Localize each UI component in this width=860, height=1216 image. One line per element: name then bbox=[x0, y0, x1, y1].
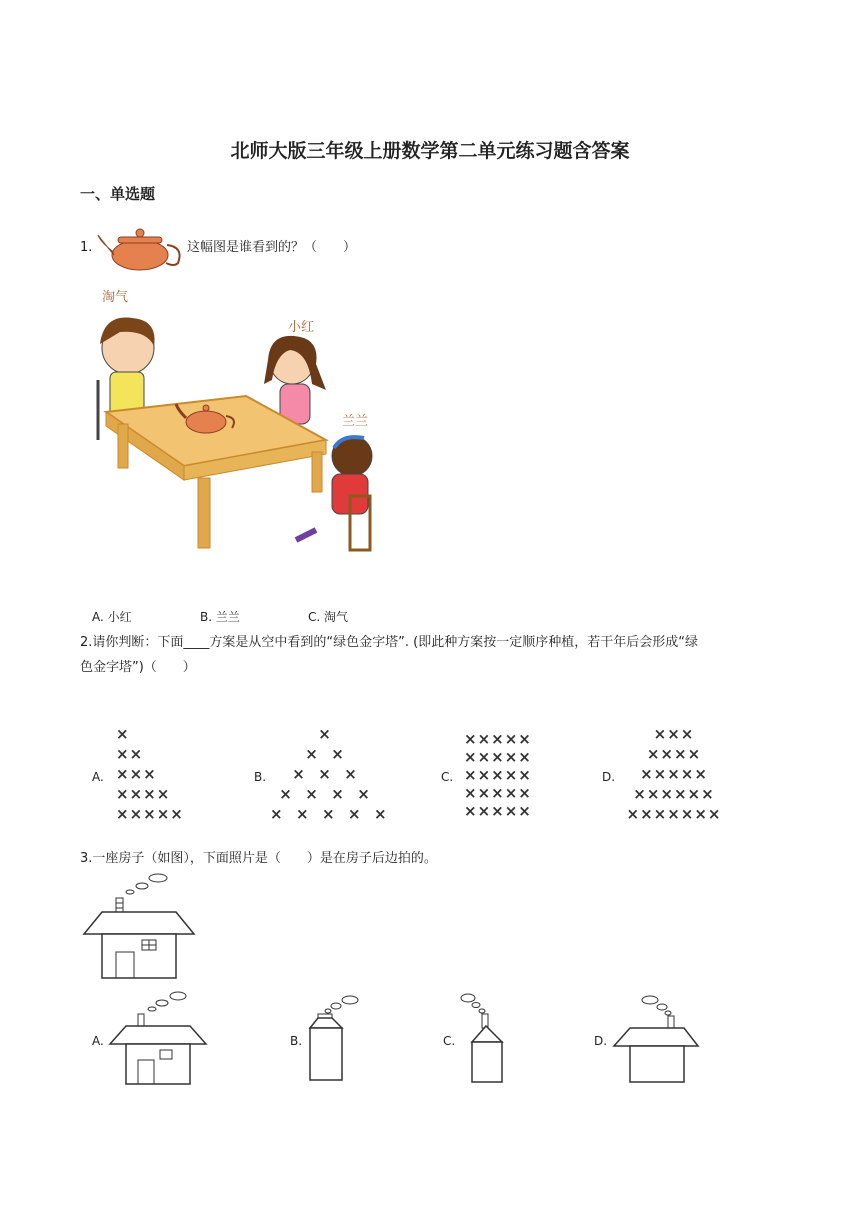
q1-option-c: C. 淘气 bbox=[308, 610, 349, 624]
q2-option-c-grid bbox=[464, 730, 532, 820]
teapot-image bbox=[94, 219, 186, 273]
q2-text-line1: 2.请你判断：下面____方案是从空中看到的“绿色金字塔”. (即此种方案按一定顺序种植，若干年后会形成“绿 bbox=[80, 635, 698, 650]
grid-row: ×××× bbox=[116, 785, 171, 803]
q2-option-b-grid bbox=[270, 724, 388, 824]
q1-option-b: B. 兰兰 bbox=[200, 610, 240, 624]
grid-row: × bbox=[318, 725, 332, 743]
document-title: 北师大版三年级上册数学第二单元练习题含答案 bbox=[230, 140, 630, 162]
house-option-a-image bbox=[106, 990, 208, 1086]
grid-row: ××××× bbox=[464, 784, 532, 802]
q1-text: 这幅图是谁看到的？（ ） bbox=[187, 240, 357, 255]
q2-option-b-label: B. bbox=[254, 770, 267, 784]
label-xiaohong: 小红 bbox=[288, 320, 315, 335]
grid-row: ××××× bbox=[640, 765, 708, 783]
table-scene-illustration bbox=[80, 300, 380, 570]
grid-row: × × bbox=[305, 745, 345, 763]
grid-row: ×××××× bbox=[633, 785, 715, 803]
grid-row: ××××× bbox=[464, 766, 532, 784]
q2-option-d-grid bbox=[618, 724, 730, 824]
q3-option-d-label: D. bbox=[594, 1034, 608, 1048]
grid-row: ××××× bbox=[464, 748, 532, 766]
q2-option-a-grid bbox=[116, 724, 184, 824]
grid-row: ××××× bbox=[116, 805, 184, 823]
grid-row: ×× bbox=[116, 745, 144, 763]
q2-option-d-label: D. bbox=[602, 770, 616, 784]
house-option-c-image bbox=[456, 992, 512, 1086]
house-option-b-image bbox=[304, 994, 366, 1086]
q3-option-c-label: C. bbox=[443, 1034, 456, 1048]
q2-text-line2: 色金字塔”)（ ） bbox=[80, 660, 196, 675]
q1-option-a: A. 小红 bbox=[92, 610, 132, 624]
q1-number: 1. bbox=[80, 240, 93, 255]
label-taoqi: 淘气 bbox=[102, 290, 129, 305]
q3-option-a-label: A. bbox=[92, 1034, 104, 1048]
grid-row: ××××× bbox=[464, 730, 532, 748]
grid-row: ××× bbox=[653, 725, 695, 743]
label-lanlan: 兰兰 bbox=[342, 414, 369, 429]
grid-row: × × × × × bbox=[270, 805, 388, 823]
q2-option-a-label: A. bbox=[92, 770, 104, 784]
section-heading: 一、单选题 bbox=[80, 185, 156, 203]
grid-row: ××××××× bbox=[626, 805, 722, 823]
grid-row: ××× bbox=[116, 765, 157, 783]
grid-row: ×××× bbox=[646, 745, 702, 763]
grid-row: × × × × bbox=[279, 785, 371, 803]
house-option-d-image bbox=[612, 994, 702, 1086]
q3-text: 3.一座房子（如图），下面照片是（ ）是在房子后边拍的。 bbox=[80, 851, 437, 866]
q3-option-b-label: B. bbox=[290, 1034, 303, 1048]
grid-row: × bbox=[116, 725, 130, 743]
grid-row: × × × bbox=[292, 765, 358, 783]
q2-option-c-label: C. bbox=[441, 770, 454, 784]
grid-row: ××××× bbox=[464, 802, 532, 820]
house-reference-image bbox=[80, 872, 200, 982]
